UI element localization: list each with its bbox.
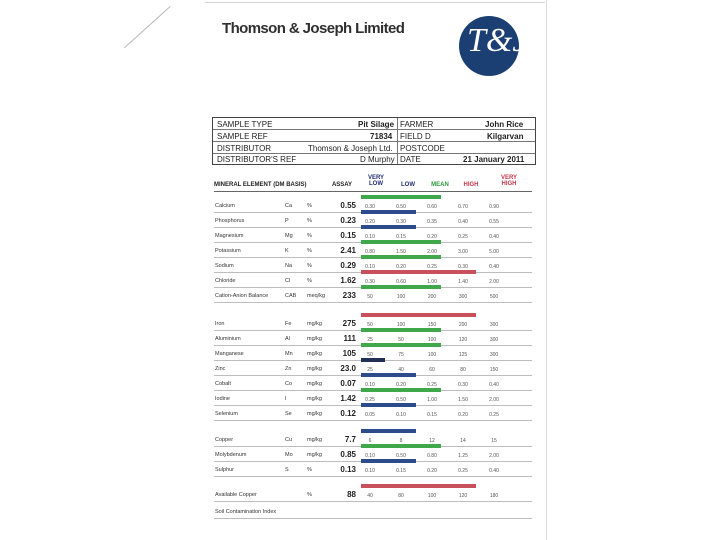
company-logo: [459, 16, 528, 76]
range-tick-label: 0.20: [365, 219, 375, 225]
assay-value: 233: [342, 291, 356, 300]
very-high-column-header: VERY HIGH: [500, 175, 518, 187]
level-bar: [361, 328, 441, 332]
range-tick-label: 50: [367, 322, 373, 328]
distributor-value: Thomson & Joseph Ltd.: [308, 144, 393, 153]
range-tick-label: 300: [489, 337, 499, 343]
mineral-unit: mg/kg: [307, 321, 322, 327]
range-tick-label: 50: [367, 352, 373, 358]
sample-ref-value: 71834: [370, 132, 393, 141]
mineral-symbol: Se: [285, 411, 292, 417]
range-tick-label: 0.30: [396, 219, 406, 225]
range-tick-label: 0.25: [427, 382, 437, 388]
assay-value: 0.15: [340, 231, 356, 240]
range-tick-label: 0.05: [365, 412, 375, 418]
mineral-unit: mg/kg: [307, 366, 322, 372]
level-bar: [361, 240, 441, 244]
range-tick-label: 80: [398, 493, 404, 499]
paper-top-edge: [205, 2, 545, 3]
mineral-name: Chloride: [215, 278, 236, 284]
mineral-unit: %: [307, 278, 312, 284]
mineral-symbol: Ca: [285, 203, 293, 209]
sample-info-box: [212, 117, 536, 165]
range-tick-label: 0.30: [458, 382, 468, 388]
mineral-name: Soil Contamination Index: [215, 509, 277, 515]
divider: [397, 118, 398, 164]
assay-value: 0.07: [340, 379, 356, 388]
level-bar: [361, 270, 476, 274]
level-bar: [361, 459, 416, 463]
range-tick-label: 75: [398, 352, 404, 358]
range-tick-label: 0.40: [489, 234, 499, 240]
range-tick-label: 0.25: [365, 397, 375, 403]
mineral-symbol: Cl: [285, 278, 291, 284]
mineral-name: Cation-Anion Balance: [215, 293, 269, 299]
mineral-unit: mg/kg: [307, 336, 322, 342]
range-tick-label: 0.40: [489, 264, 499, 270]
range-tick-label: 0.35: [427, 219, 437, 225]
header-divider: [214, 191, 532, 192]
range-tick-label: 0.60: [396, 279, 406, 285]
divider: [213, 141, 535, 142]
mineral-symbol: CAB: [285, 293, 297, 299]
mineral-symbol: Fe: [285, 321, 292, 327]
farmer-label: FARMER: [400, 120, 434, 129]
range-tick-label: 0.50: [396, 204, 406, 210]
mineral-unit: %: [307, 218, 312, 224]
range-tick-label: 1.40: [458, 279, 468, 285]
level-bar: [361, 358, 385, 362]
range-tick-label: 300: [458, 294, 468, 300]
mineral-unit: mg/kg: [307, 396, 322, 402]
mineral-unit: %: [307, 203, 312, 209]
range-tick-label: 0.80: [427, 453, 437, 459]
range-tick-label: 15: [491, 438, 497, 444]
mineral-unit: mg/kg: [307, 381, 322, 387]
sample-type-label: SAMPLE TYPE: [217, 120, 273, 129]
range-tick-label: 0.10: [365, 234, 375, 240]
date-value: 21 January 2011: [463, 155, 525, 164]
range-tick-label: 12: [429, 438, 435, 444]
level-bar: [361, 225, 416, 229]
sample-ref-label: SAMPLE REF: [217, 132, 268, 141]
row-divider: [214, 518, 532, 519]
mineral-symbol: K: [285, 248, 289, 254]
assay-value: 105: [342, 349, 356, 358]
range-tick-label: 100: [427, 352, 437, 358]
assay-value: 0.13: [340, 465, 356, 474]
mineral-name: Zinc: [215, 366, 226, 372]
mineral-name: Cobalt: [215, 381, 231, 387]
mineral-name: Sulphur: [215, 467, 234, 473]
range-tick-label: 0.25: [458, 468, 468, 474]
assay-value: 111: [343, 334, 356, 343]
divider: [213, 153, 535, 154]
mineral-symbol: Mn: [285, 351, 293, 357]
range-tick-label: 0.70: [458, 204, 468, 210]
level-bar: [361, 255, 441, 259]
range-tick-label: 100: [427, 493, 437, 499]
mineral-unit: %: [307, 248, 312, 254]
row-divider: [214, 501, 532, 502]
range-tick-label: 2.00: [489, 397, 499, 403]
assay-value: 0.29: [340, 261, 356, 270]
range-tick-label: 0.80: [365, 249, 375, 255]
distributor-ref-label: DISTRIBUTOR'S REF: [217, 155, 297, 164]
range-tick-label: 2.00: [489, 279, 499, 285]
high-column-header: HIGH: [463, 182, 479, 188]
row-divider: [214, 476, 532, 477]
range-tick-label: 150: [489, 367, 499, 373]
level-bar: [361, 313, 476, 317]
range-tick-label: 14: [460, 438, 466, 444]
range-tick-label: 0.20: [427, 468, 437, 474]
range-tick-label: 100: [396, 322, 406, 328]
range-tick-label: 100: [427, 337, 437, 343]
mineral-symbol: Zn: [285, 366, 292, 372]
range-tick-label: 80: [460, 367, 466, 373]
farmer-value: John Rice: [485, 120, 524, 129]
assay-value: 1.42: [340, 394, 356, 403]
range-tick-label: 0.20: [396, 264, 406, 270]
mineral-symbol: I: [285, 396, 287, 402]
range-tick-label: 0.20: [427, 234, 437, 240]
mineral-symbol: S: [285, 467, 289, 473]
range-tick-label: 300: [489, 322, 499, 328]
range-tick-label: 0.30: [365, 279, 375, 285]
mineral-symbol: P: [285, 218, 289, 224]
mineral-unit: %: [307, 233, 312, 239]
mineral-name: Aluminium: [215, 336, 241, 342]
range-tick-label: 8: [399, 438, 403, 444]
postcode-label: POSTCODE: [400, 144, 445, 153]
level-bar: [361, 444, 441, 448]
assay-value: 0.23: [340, 216, 356, 225]
range-tick-label: 0.60: [427, 204, 437, 210]
paper-right-edge: [546, 0, 547, 540]
level-bar: [361, 343, 441, 347]
range-tick-label: 0.30: [365, 204, 375, 210]
mineral-symbol: Al: [285, 336, 290, 342]
range-tick-label: 25: [367, 337, 373, 343]
folded-corner-edge: [124, 6, 171, 48]
very-low-column-header: VERY LOW: [367, 175, 385, 187]
range-tick-label: 300: [489, 352, 499, 358]
range-tick-label: 0.10: [365, 382, 375, 388]
row-divider: [214, 420, 532, 421]
range-tick-label: 0.25: [458, 234, 468, 240]
mineral-name: Sodium: [215, 263, 234, 269]
mineral-name: Magnesium: [215, 233, 244, 239]
mineral-symbol: Na: [285, 263, 293, 269]
range-tick-label: 50: [398, 337, 404, 343]
mineral-unit: %: [307, 263, 312, 269]
range-tick-label: 0.15: [396, 234, 406, 240]
level-bar: [361, 210, 416, 214]
assay-value: 23.0: [340, 364, 356, 373]
low-column-header: LOW: [401, 182, 415, 188]
range-tick-label: 200: [458, 322, 468, 328]
range-tick-label: 0.25: [489, 412, 499, 418]
distributor-ref-value: D Murphy: [360, 155, 395, 164]
level-bar: [361, 373, 416, 377]
range-tick-label: 0.30: [458, 264, 468, 270]
mineral-symbol: Co: [285, 381, 293, 387]
range-tick-label: 0.20: [458, 412, 468, 418]
range-tick-label: 0.15: [396, 468, 406, 474]
range-tick-label: 1.50: [458, 397, 468, 403]
field-label: FIELD: [400, 132, 423, 141]
range-tick-label: 120: [458, 493, 468, 499]
assay-value: 0.12: [340, 409, 356, 418]
mineral-unit: mg/kg: [307, 437, 322, 443]
location-value: Kilgarvan: [487, 132, 524, 141]
mineral-unit: meq/kg: [307, 293, 326, 299]
assay-value: 7.7: [344, 435, 356, 444]
range-tick-label: 40: [398, 367, 404, 373]
field-value: D: [425, 132, 431, 141]
range-tick-label: 3.00: [458, 249, 468, 255]
sample-type-value: Pit Silage: [358, 120, 395, 129]
level-bar: [361, 429, 416, 433]
range-tick-label: 0.10: [365, 453, 375, 459]
distributor-label: DISTRIBUTOR: [217, 144, 272, 153]
range-tick-label: 40: [367, 493, 373, 499]
range-tick-label: 6: [368, 438, 372, 444]
range-tick-label: 0.50: [396, 453, 406, 459]
range-tick-label: 0.15: [427, 412, 437, 418]
assay-value: 2.41: [340, 246, 356, 255]
assay-value: 88: [347, 490, 356, 499]
range-tick-label: 0.20: [396, 382, 406, 388]
mineral-name: Manganese: [215, 351, 244, 357]
row-divider: [214, 302, 532, 303]
mean-column-header: MEAN: [431, 182, 449, 188]
mineral-name: Selenium: [215, 411, 238, 417]
range-tick-label: 125: [458, 352, 468, 358]
range-tick-label: 100: [396, 294, 406, 300]
range-tick-label: 2.00: [427, 249, 437, 255]
range-tick-label: 1.50: [396, 249, 406, 255]
range-tick-label: 0.40: [458, 219, 468, 225]
range-tick-label: 1.25: [458, 453, 468, 459]
range-tick-label: 0.90: [489, 204, 499, 210]
mineral-unit: %: [307, 467, 312, 473]
range-tick-label: 0.10: [365, 264, 375, 270]
range-tick-label: 120: [458, 337, 468, 343]
mineral-column-header: MINERAL ELEMENT (DM BASIS): [214, 182, 307, 188]
range-tick-label: 0.25: [427, 264, 437, 270]
level-bar: [361, 484, 476, 488]
level-bar: [361, 285, 441, 289]
date-label: DATE: [400, 155, 421, 164]
range-tick-label: 0.50: [396, 397, 406, 403]
mineral-symbol: Mg: [285, 233, 293, 239]
level-bar: [361, 195, 441, 199]
mineral-name: Iron: [215, 321, 225, 327]
mineral-name: Molybdenum: [215, 452, 247, 458]
range-tick-label: 500: [489, 294, 499, 300]
range-tick-label: 60: [429, 367, 435, 373]
mineral-unit: mg/kg: [307, 411, 322, 417]
logo-monogram: T&J: [467, 22, 528, 59]
mineral-name: Potassium: [215, 248, 241, 254]
assay-value: 275: [342, 319, 356, 328]
mineral-unit: mg/kg: [307, 452, 322, 458]
level-bar: [361, 388, 441, 392]
range-tick-label: 0.10: [396, 412, 406, 418]
range-tick-label: 180: [489, 493, 499, 499]
range-tick-label: 0.55: [489, 219, 499, 225]
range-tick-label: 0.40: [489, 382, 499, 388]
range-tick-label: 0.10: [365, 468, 375, 474]
range-tick-label: 25: [367, 367, 373, 373]
level-bar: [361, 403, 416, 407]
assay-value: 0.85: [340, 450, 356, 459]
mineral-name: Available Copper: [215, 492, 257, 498]
mineral-unit: %: [307, 492, 312, 498]
company-name: Thomson & Joseph Limited: [222, 20, 405, 37]
assay-value: 0.55: [340, 201, 356, 210]
range-tick-label: 1.00: [427, 279, 437, 285]
range-tick-label: 50: [367, 294, 373, 300]
mineral-unit: mg/kg: [307, 351, 322, 357]
range-tick-label: 1.00: [427, 397, 437, 403]
mineral-name: Iodine: [215, 396, 230, 402]
assay-value: 1.62: [340, 276, 356, 285]
range-tick-label: 5.00: [489, 249, 499, 255]
assay-column-header: ASSAY: [331, 182, 353, 188]
range-tick-label: 2.00: [489, 453, 499, 459]
range-tick-label: 200: [427, 294, 437, 300]
range-tick-label: 0.40: [489, 468, 499, 474]
range-tick-label: 150: [427, 322, 437, 328]
mineral-name: Copper: [215, 437, 234, 443]
mineral-analysis-sheet: [212, 117, 536, 515]
mineral-symbol: Cu: [285, 437, 293, 443]
mineral-name: Calcium: [215, 203, 235, 209]
mineral-name: Phosphorus: [215, 218, 245, 224]
mineral-symbol: Mo: [285, 452, 293, 458]
divider: [213, 129, 535, 130]
